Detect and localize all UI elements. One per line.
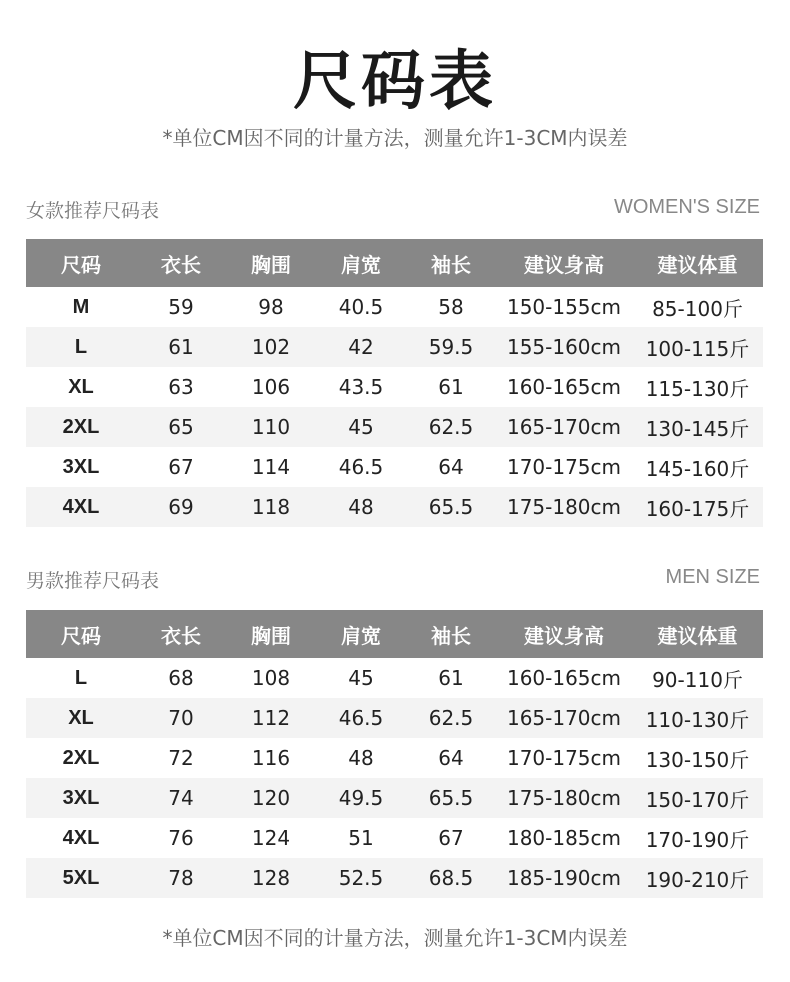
table-cell: 108 (226, 658, 316, 698)
header-cell: 衣长 (136, 610, 226, 658)
table-cell: 76 (136, 818, 226, 858)
header-cell: 建议体重 (632, 239, 763, 287)
women-section-header (26, 196, 760, 226)
table-row (26, 407, 763, 447)
measurement-note-bottom: *单位CM因不同的计量方法，测量允许1-3CM内误差 (162, 926, 628, 950)
table-cell: 160-165cm (496, 658, 632, 698)
table-cell: 65 (136, 407, 226, 447)
table-cell: 58 (406, 287, 496, 327)
table-cell: 128 (226, 858, 316, 898)
table-row (26, 287, 763, 327)
table-row (26, 447, 763, 487)
table-cell: 110-130斤 (632, 698, 763, 738)
table-cell: 190-210斤 (632, 858, 763, 898)
women-table-body (26, 287, 763, 527)
table-cell: 74 (136, 778, 226, 818)
table-cell: 170-175cm (496, 738, 632, 778)
table-cell: 110 (226, 407, 316, 447)
table-cell: 59.5 (406, 327, 496, 367)
table-header-row (26, 610, 763, 658)
table-cell: 61 (406, 658, 496, 698)
table-cell: 68 (136, 658, 226, 698)
table-cell: 45 (316, 658, 406, 698)
table-row (26, 698, 763, 738)
table-cell: 115-130斤 (632, 367, 763, 407)
table-cell: 61 (406, 367, 496, 407)
table-cell: 49.5 (316, 778, 406, 818)
table-cell: 175-180cm (496, 487, 632, 527)
page-title: 尺码表 (293, 45, 497, 119)
header-cell: 衣长 (136, 239, 226, 287)
size-cell: 4XL (26, 487, 136, 527)
table-row (26, 778, 763, 818)
table-cell: 145-160斤 (632, 447, 763, 487)
table-cell: 180-185cm (496, 818, 632, 858)
header-cell: 袖长 (406, 610, 496, 658)
size-cell: 3XL (26, 778, 136, 818)
header-cell: 胸围 (226, 239, 316, 287)
table-cell: 78 (136, 858, 226, 898)
table-cell: 170-190斤 (632, 818, 763, 858)
size-cell: 4XL (26, 818, 136, 858)
table-cell: 69 (136, 487, 226, 527)
size-cell: 2XL (26, 407, 136, 447)
header-cell: 建议身高 (496, 239, 632, 287)
size-cell: L (26, 658, 136, 698)
table-row (26, 818, 763, 858)
table-cell: 102 (226, 327, 316, 367)
table-cell: 70 (136, 698, 226, 738)
header-cell: 尺码 (26, 610, 136, 658)
men-table-body (26, 658, 763, 898)
table-cell: 46.5 (316, 447, 406, 487)
table-cell: 118 (226, 487, 316, 527)
table-cell: 175-180cm (496, 778, 632, 818)
women-section-subtitle: WOMEN'S SIZE (613, 196, 760, 218)
table-cell: 100-115斤 (632, 327, 763, 367)
table-row (26, 367, 763, 407)
men-section-subtitle: MEN SIZE (665, 566, 760, 588)
table-cell: 67 (136, 447, 226, 487)
table-cell: 48 (316, 487, 406, 527)
header-cell: 肩宽 (316, 610, 406, 658)
table-cell: 106 (226, 367, 316, 407)
table-row (26, 327, 763, 367)
table-cell: 160-175斤 (632, 487, 763, 527)
size-cell: XL (26, 698, 136, 738)
table-row (26, 738, 763, 778)
table-cell: 85-100斤 (632, 287, 763, 327)
header-cell: 肩宽 (316, 239, 406, 287)
table-cell: 59 (136, 287, 226, 327)
table-cell: 150-170斤 (632, 778, 763, 818)
table-cell: 130-150斤 (632, 738, 763, 778)
size-cell: 3XL (26, 447, 136, 487)
women-section-title: 女款推荐尺码表 (26, 200, 160, 222)
table-cell: 46.5 (316, 698, 406, 738)
men-section-title: 男款推荐尺码表 (26, 570, 160, 592)
table-cell: 62.5 (406, 698, 496, 738)
table-cell: 40.5 (316, 287, 406, 327)
table-cell: 51 (316, 818, 406, 858)
header-cell: 建议体重 (632, 610, 763, 658)
table-cell: 150-155cm (496, 287, 632, 327)
table-cell: 65.5 (406, 487, 496, 527)
header-cell: 胸围 (226, 610, 316, 658)
table-cell: 61 (136, 327, 226, 367)
measurement-note-top: *单位CM因不同的计量方法，测量允许1-3CM内误差 (162, 126, 628, 150)
table-cell: 112 (226, 698, 316, 738)
table-cell: 114 (226, 447, 316, 487)
table-cell: 65.5 (406, 778, 496, 818)
header-cell: 袖长 (406, 239, 496, 287)
table-cell: 48 (316, 738, 406, 778)
table-cell: 120 (226, 778, 316, 818)
table-cell: 160-165cm (496, 367, 632, 407)
size-cell: 5XL (26, 858, 136, 898)
size-cell: M (26, 287, 136, 327)
header-cell: 建议身高 (496, 610, 632, 658)
table-cell: 45 (316, 407, 406, 447)
men-section-header (26, 566, 760, 596)
men-size-table (26, 610, 763, 898)
table-cell: 43.5 (316, 367, 406, 407)
table-cell: 130-145斤 (632, 407, 763, 447)
table-cell: 72 (136, 738, 226, 778)
header-cell: 尺码 (26, 239, 136, 287)
table-cell: 63 (136, 367, 226, 407)
table-cell: 170-175cm (496, 447, 632, 487)
table-row (26, 487, 763, 527)
table-cell: 116 (226, 738, 316, 778)
table-cell: 67 (406, 818, 496, 858)
table-cell: 155-160cm (496, 327, 632, 367)
table-cell: 185-190cm (496, 858, 632, 898)
table-cell: 165-170cm (496, 407, 632, 447)
table-cell: 64 (406, 738, 496, 778)
table-cell: 64 (406, 447, 496, 487)
table-cell: 90-110斤 (632, 658, 763, 698)
table-row (26, 858, 763, 898)
size-cell: XL (26, 367, 136, 407)
table-cell: 68.5 (406, 858, 496, 898)
women-size-table (26, 239, 763, 527)
table-cell: 165-170cm (496, 698, 632, 738)
table-cell: 124 (226, 818, 316, 858)
size-cell: L (26, 327, 136, 367)
table-cell: 52.5 (316, 858, 406, 898)
table-row (26, 658, 763, 698)
table-cell: 62.5 (406, 407, 496, 447)
table-header-row (26, 239, 763, 287)
size-cell: 2XL (26, 738, 136, 778)
table-cell: 98 (226, 287, 316, 327)
table-cell: 42 (316, 327, 406, 367)
